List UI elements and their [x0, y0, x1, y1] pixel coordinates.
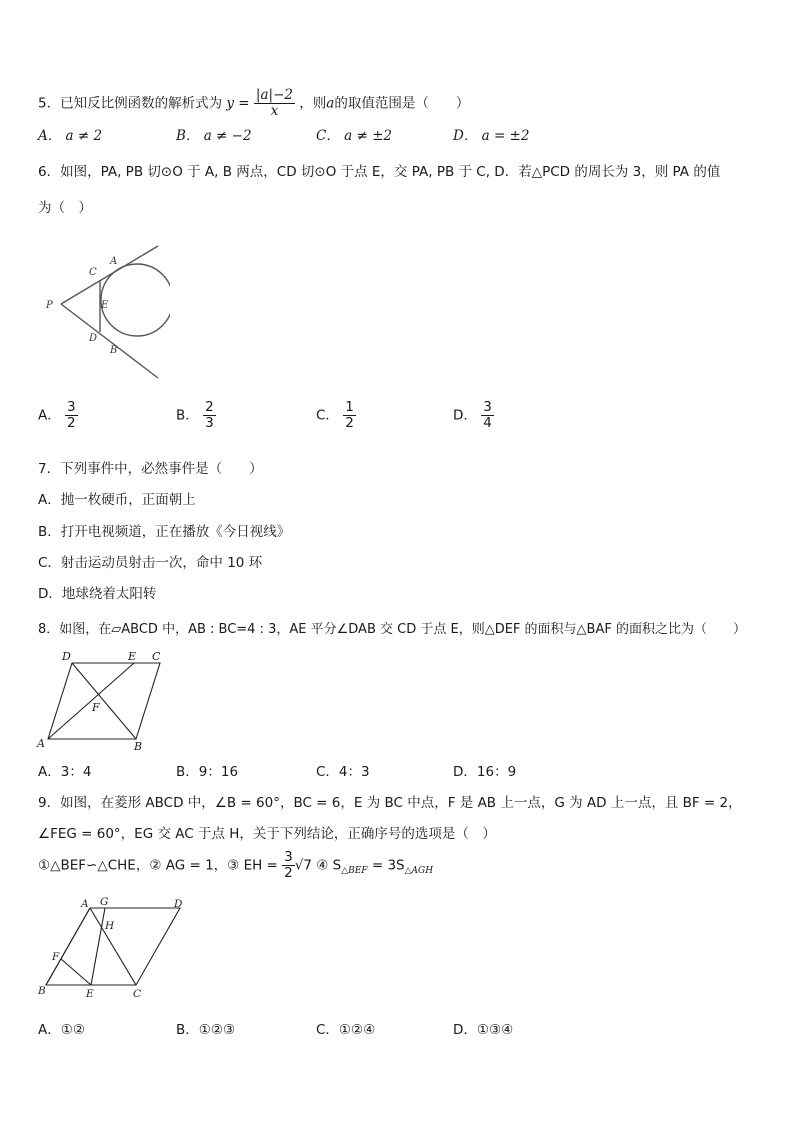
- q6-option-a-num: 3: [67, 399, 76, 415]
- q6-option-c-num: 1: [345, 399, 354, 415]
- q6-circle-o: [101, 264, 170, 336]
- q8-label-e: E: [128, 650, 137, 663]
- q5-formula-lhs: y =: [226, 95, 250, 112]
- q6-option-d-den: 4: [483, 414, 492, 431]
- q9-conclusions: [38, 850, 433, 881]
- q6-option-c-letter: C．: [316, 407, 339, 424]
- q9-label-f: F: [52, 951, 60, 963]
- q5-option-a: A． a ≠ 2: [38, 128, 103, 144]
- q6-option-b-num: 2: [205, 399, 214, 415]
- q6-label-e: E: [101, 300, 109, 311]
- q5-stem-b: ，则: [299, 95, 327, 112]
- q7-option-b: B．打开电视频道，正在播放《今日视线》: [38, 524, 291, 540]
- q5-option-c: C． a ≠ ±2: [316, 128, 392, 144]
- q5-fraction: [254, 88, 295, 119]
- q8-diagonal-db: [72, 663, 136, 739]
- q9-conc-sub1: △BEF: [341, 866, 368, 877]
- q5-stem-a: 5．已知反比例函数的解析式为: [38, 95, 223, 112]
- q9-label-g: G: [100, 896, 109, 908]
- q6-label-c: C: [89, 267, 97, 278]
- q9-stem-line2: ∠FEG = 60°，EG 交 AC 于点 H，关于下列结论，正确序号的选项是（ ）: [38, 826, 496, 842]
- q9-option-a: A．①②: [38, 1022, 85, 1038]
- q8-label-c: C: [152, 650, 161, 663]
- q5-option-b: B． a ≠ −2: [176, 128, 252, 144]
- q8-label-b: B: [134, 740, 143, 753]
- q6-label-b: B: [110, 345, 118, 356]
- q8-label-f: F: [92, 701, 100, 714]
- q6-figure: [40, 238, 170, 383]
- q6-label-p: P: [46, 300, 53, 311]
- q7-stem: 7．下列事件中，必然事件是（ ）: [38, 461, 263, 477]
- q8-segment-ae: [48, 663, 134, 739]
- q5-stem-c: 的取值范围是（ ）: [334, 95, 470, 112]
- q6-option-a-den: 2: [67, 414, 76, 431]
- q7-option-d: D．地球绕着太阳转: [38, 586, 157, 602]
- q9-conc-c: = 3S: [367, 857, 405, 874]
- q9-label-a: A: [81, 898, 89, 910]
- q5-frac-num: |a|−2: [255, 87, 293, 103]
- q9-conc-fraction: [282, 850, 295, 881]
- q6-option-a-fraction: [65, 400, 78, 431]
- q9-figure: [34, 895, 194, 1001]
- q6-option-b-den: 3: [205, 414, 214, 431]
- q9-option-b: B．①②③: [176, 1022, 236, 1038]
- q6-option-c-den: 2: [345, 414, 354, 431]
- q8-option-d: D．16：9: [453, 764, 517, 780]
- q8-option-b: B．9：16: [176, 764, 239, 780]
- q6-option-d-num: 3: [483, 399, 492, 415]
- q8-label-d: D: [62, 650, 71, 663]
- q6-option-a-letter: A．: [38, 407, 61, 424]
- q7-option-c: C．射击运动员射击一次，命中 10 环: [38, 555, 263, 571]
- q9-conc-a: ①△BEF∽△CHE，② AG = 1，③ EH =: [38, 857, 278, 874]
- q5-frac-den: x: [270, 102, 279, 119]
- q9-conc-sub2: △AGH: [404, 866, 434, 877]
- q6-tangent-pa: [61, 246, 158, 304]
- q9-conc-num: 3: [284, 849, 293, 865]
- q9-label-e: E: [86, 988, 94, 1000]
- q6-stem-line2: 为（ ）: [38, 200, 92, 216]
- q8-label-a: A: [37, 737, 45, 750]
- q9-conc-den: 2: [284, 864, 293, 881]
- q6-stem-line1: 6．如图，PA, PB 切⊙O 于 A, B 两点，CD 切⊙O 于点 E，交 PA, PB 于 C, D．若△PCD 的周长为 3，则 PA 的值: [38, 164, 721, 180]
- q9-label-c: C: [133, 988, 142, 1000]
- q5-option-d: D． a = ±2: [453, 128, 530, 144]
- q9-segment-fe: [61, 959, 91, 985]
- q6-option-b: [176, 400, 216, 431]
- q9-option-d: D．①③④: [453, 1022, 514, 1038]
- q9-side-ab: [46, 908, 90, 985]
- q8-option-a: A．3：4: [38, 764, 92, 780]
- q9-conc-b: √7 ④ S: [294, 857, 342, 874]
- q5-stem: [38, 88, 469, 119]
- q6-option-d-letter: D．: [453, 407, 477, 424]
- q7-option-a: A．抛一枚硬币，正面朝上: [38, 492, 196, 508]
- q6-option-c-fraction: [343, 400, 356, 431]
- q6-label-a: A: [110, 256, 118, 267]
- q8-stem: 8．如图，在▱ABCD 中，AB : BC=4 : 3，AE 平分∠DAB 交 CD 于点 E，则△DEF 的面积与△BAF 的面积之比为（ ）: [38, 622, 746, 637]
- q6-option-d-fraction: [481, 400, 494, 431]
- q9-label-b: B: [38, 985, 46, 997]
- q6-label-d: D: [89, 333, 98, 344]
- q6-option-c: [316, 400, 356, 431]
- q9-option-c: C．①②④: [316, 1022, 376, 1038]
- q9-label-d: D: [174, 898, 183, 910]
- q5-var-a: a: [326, 95, 335, 112]
- q6-option-a: [38, 400, 78, 431]
- q6-option-b-letter: B．: [176, 407, 199, 424]
- q6-option-b-fraction: [203, 400, 216, 431]
- q6-option-d: [453, 400, 494, 431]
- q9-stem-line1: 9．如图，在菱形 ABCD 中，∠B = 60°，BC = 6，E 为 BC 中点，F 是 AB 上一点，G 为 AD 上一点，且 BF = 2，: [38, 795, 742, 811]
- q9-label-h: H: [105, 920, 115, 932]
- q8-option-c: C．4：3: [316, 764, 370, 780]
- q6-tangent-pb: [61, 304, 158, 378]
- q9-segment-eg: [91, 908, 105, 985]
- q8-figure: [34, 647, 170, 753]
